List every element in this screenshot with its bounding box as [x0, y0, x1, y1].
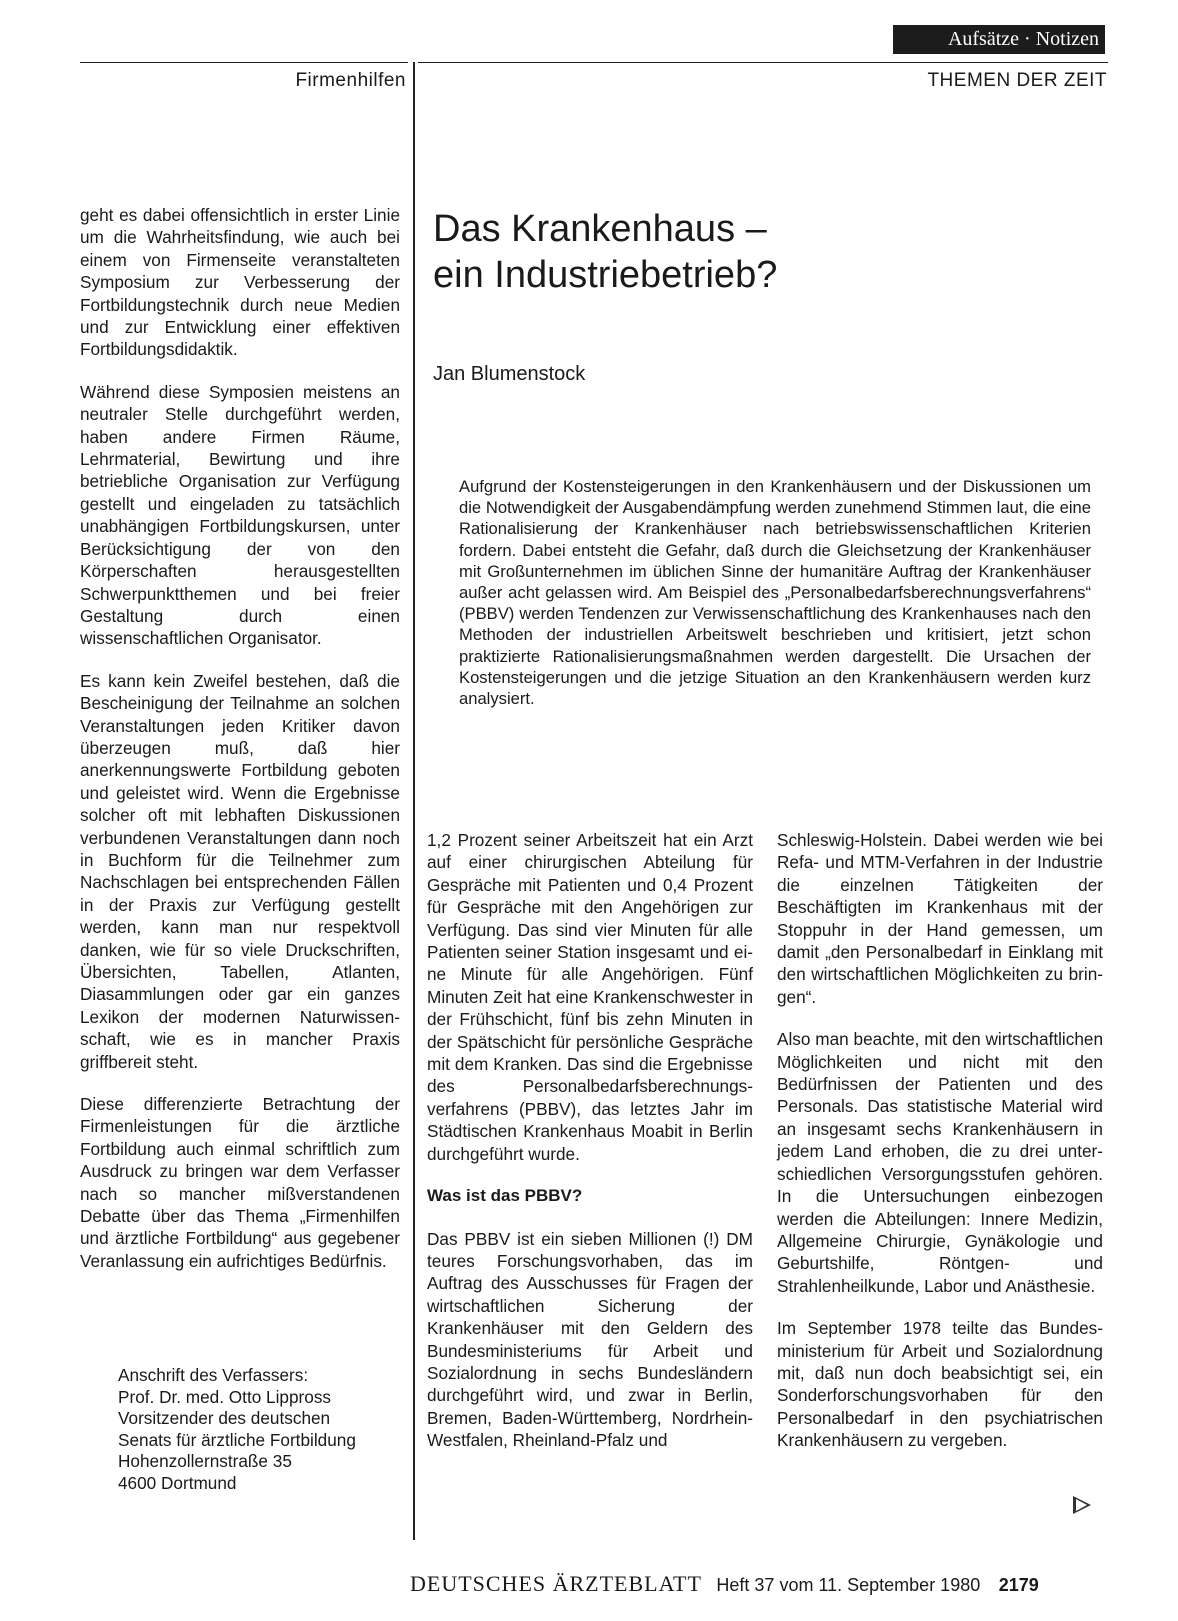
middle-paragraph-2: Das PBBV ist ein sieben Millionen (!) DM teures Forschungsvorhaben, das im Auftrag des Ausschusses für Fragen der wirtschaftlichen Sicherung der Krankenhäuser mit den Geldern des Bundesministeriums für Arbeit und Sozialordnung in sechs Bundesländern durchgeführt wird, und zwar in Berlin, Bremen, Baden-Württemberg, Nordrhein-Westfalen, Rheinland-Pfalz und: [427, 1228, 753, 1451]
article-author: Jan Blumenstock: [433, 363, 586, 385]
address-line: Anschrift des Verfassers:: [118, 1365, 309, 1385]
column-divider: [413, 62, 415, 1540]
address-line: Senats für ärztliche Fortbildung: [118, 1429, 356, 1450]
left-column: [80, 204, 400, 1292]
left-paragraph-4: Diese differenzierte Betrachtung der Firmenleistungen für die ärztliche Fortbildung auch einmal schriftlich zum Ausdruck zu bringen war dem Verfasser nach so mancher mißverstandenen Debatte über das Thema „Firmenhilfen und ärztliche Fortbildung“ aus gegebener Veranlassung ein aufrichtiges Bedürfnis.: [80, 1094, 400, 1271]
section-badge: Aufsätze · Notizen: [893, 25, 1105, 54]
article-title: [433, 206, 777, 298]
address-line: Prof. Dr. med. Otto Lippross: [118, 1386, 332, 1407]
left-paragraph-1: geht es dabei offensichtlich in erster Linie um die Wahrheitsfindung, wie auch bei einem von Firmenseite veranstalteten Symposium zur Verbesserung der Fortbildungstechnik durch neue Medien und zur Entwicklung einer effektiven Fortbildungsdidaktik.: [80, 205, 400, 360]
article-title-line-2: ein Industriebetrieb?: [433, 254, 778, 296]
middle-paragraph-1: 1,2 Prozent seiner Arbeitszeit hat ein Arzt auf einer chirurgischen Abteilung für Gespräche mit Patienten und 0,4 Prozent für Gespräche mit den Angehörigen zur Verfügung. Das sind vier Minuten für alle Patienten seiner Station insgesamt und eine Minute für alle Angehörigen. Fünf Minuten Zeit hat eine Krankenschwester in der Frühschicht, fünf bis zehn Minuten in der Spätschicht für persönliche Gespräche mit dem Kranken. Das sind die Ergebnisse des Personalbedarfsberechnungsverfahrens (PBBV), das letztes Jahr im Städtischen Krankenhaus Moabit in Berlin durchgeführt wurde.: [427, 830, 753, 1164]
right-running-head: THEMEN DER ZEIT: [927, 70, 1107, 91]
section-subheading: Was ist das PBBV?: [427, 1186, 583, 1206]
address-line: Hohenzollernstraße 35: [118, 1451, 292, 1472]
header-rule-right: [418, 62, 1108, 63]
page-footer: [410, 1571, 1039, 1597]
author-address: [118, 1365, 356, 1495]
left-paragraph-2: Während diese Symposien meistens an neutraler Stelle durchgeführt werden, haben andere Firmen Räume, Lehrmaterial, Bewirtung und ihre betriebliche Organisation zur Verfügung gestellt und eingeladen zu tatsächlich unabhängigen Fortbildungskursen, unter Berücksichtigung der von den Körperschaften herausgestellten Schwerpunktthemen und bei freier Gestaltung durch einen wissenschaftlichen Organisator.: [80, 381, 400, 649]
journal-name: DEUTSCHES ÄRZTEBLATT: [410, 1571, 702, 1596]
left-paragraph-3: Es kann kein Zweifel bestehen, daß die Bescheinigung der Teilnahme an solchen Veranstaltungen jeden Kritiker davon überzeugen muß, daß hier anerkennungswerte Fortbildung geboten und geleistet wird. Wenn die Ergebnisse solcher oft mit lebhaften Diskussionen verbundenen Veranstaltungen dann noch in Buchform für die Teilnehmer zum Nachschlagen bei entsprechenden Fällen in der Praxis zur Verfügung gestellt werden, kann man nur respektvoll danken, wie für so viele Druckschriften, Übersichten, Tabellen, Atlanten, Diasammlungen oder gar ein ganzes Lexikon der modernen Naturwissenschaft, wie es in mancher Praxis griffbereit steht.: [80, 670, 400, 1072]
address-line: Vorsitzender des deutschen: [118, 1408, 331, 1429]
issue-info: Heft 37 vom 11. September 1980: [716, 1575, 981, 1595]
right-paragraph-3: Im September 1978 teilte das Bundesministerium für Arbeit und Sozialordnung mit, daß nun doch beabsichtigt sei, ein Sonderforschungsvorhaben für den Personalbedarf in den psychiatrischen Krankenhäusern zu vergeben.: [777, 1318, 1103, 1451]
continue-arrow-icon: [1073, 1496, 1091, 1514]
article-title-line-1: Das Krankenhaus –: [433, 208, 767, 250]
right-paragraph-1: Schleswig-Holstein. Dabei werden wie bei Refa- und MTM-Verfahren in der Industrie die einzelnen Tätigkeiten der Beschäftigten im Krankenhaus mit der Stoppuhr in der Hand gemessen, um damit „den Personalbedarf in Einklang mit den wirtschaftlichen Möglichkeiten zu bringen“.: [777, 830, 1103, 1007]
address-line: 4600 Dortmund: [118, 1472, 237, 1493]
article-middle-column: [427, 829, 753, 1472]
right-paragraph-2: Also man beachte, mit den wirtschaftlichen Möglichkeiten und nicht mit den Bedürfnissen der Patienten und des Personals. Das statistische Material wird an insgesamt sechs Krankenhäusern in jedem Land erhoben, die zu drei unterschiedlichen Versorgungsstufen gehören. In die Untersuchungen einbezogen werden die Abteilungen: Innere Medizin, Allgemeine Chirurgie, Gynäkologie und Geburtshilfe, Röntgen- und Strahlenheilkunde, Labor und Anästhesie.: [777, 1029, 1103, 1296]
left-running-head: Firmenhilfen: [295, 70, 406, 91]
article-right-column: [777, 829, 1103, 1472]
article-abstract: Aufgrund der Kostensteigerungen in den Krankenhäusern und der Diskussionen um die Notwendigkeit der Ausgabendämpfung werden zunehmend Stimmen laut, die eine Rationalisierung der Krankenhäuser nach betriebswissenschaftlichen Kriterien fordern. Dabei entsteht die Gefahr, daß durch die Gleichsetzung der Krankenhäuser mit Großunternehmen im üblichen Sinne der humanitäre Auftrag der Krankenhäuser außer acht gelassen wird. Am Beispiel des „Personalbedarfsberechnungsverfahrens“ (PBBV) werden Tendenzen zur Verwissenschaftlichung des Krankenhauses nach den Methoden der industriellen Arbeitswelt beschrieben und kritisiert, jetzt schon praktizierte Rationalisierungsmaßnahmen werden dargestellt. Die Ursachen der Kostensteigerungen und die jetzige Situation an den Krankenhäusern werden kurz analysiert.: [459, 477, 1091, 709]
header-rule-left: [80, 62, 408, 63]
page-number: 2179: [998, 1575, 1039, 1595]
